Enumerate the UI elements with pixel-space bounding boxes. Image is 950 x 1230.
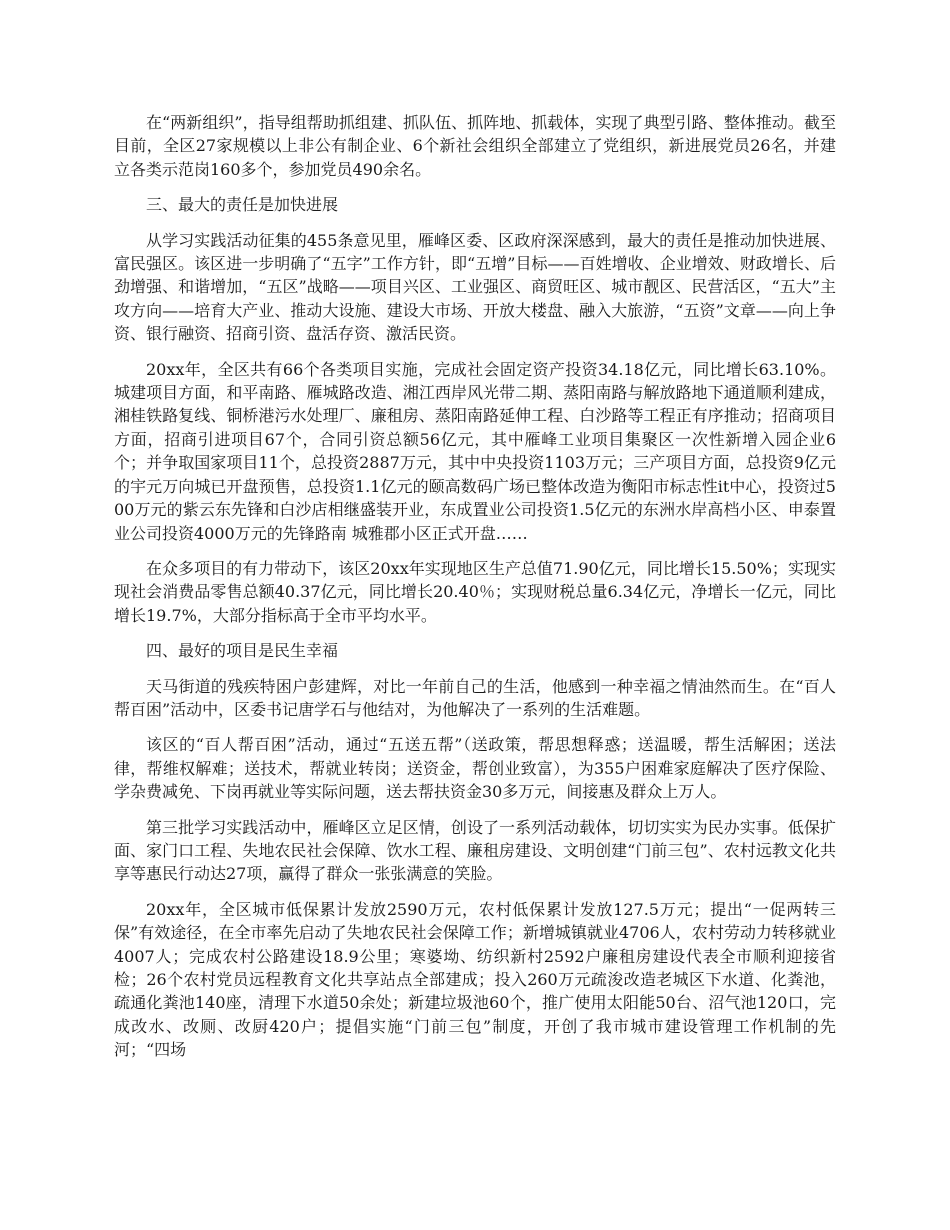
body-paragraph: 20xx年，全区城市低保累计发放2590万元，农村低保累计发放127.5万元；提出“一促两转三保”有效途径，在全市率先启动了失地农民社会保障工作；新增城镇就业4706人，农村劳动力转移就业4007人；完成农村公路建设18.9公里；寒婆坳、纺织新村2592户廉租房建设代表全市顺利迎接省检；26个农村党员远程教育文化共享站点全部建成；投入260万元疏浚改造老城区下水道、化粪池，疏通化粪池140座，清理下水道50余处；新建垃圾池60个，推广使用太阳能50台、沼气池120口，完成改水、改厕、改厨420户；提倡实施“门前三包”制度，开创了我市城市建设管理工作机制的先河；“四场 bbox=[114, 899, 836, 1060]
section-heading: 四、最好的项目是民生幸福 bbox=[146, 641, 339, 661]
body-paragraph: 从学习实践活动征集的455条意见里，雁峰区委、区政府深深感到，最大的责任是推动加快进展、富民强区。该区进一步明确了“五字”工作方针，即“五增”目标——百姓增收、企业增效、财政增长、后劲增强、和谐增加，“五区”战略——项目兴区、工业强区、商贸旺区、城市靓区、民营活区，“五大”主攻方向——培育大产业、推动大设施、建设大市场、开放大楼盘、融入大旅游，“五资”文章——向上争资、银行融资、招商引资、盘活存资、激活民资。 bbox=[114, 230, 836, 344]
body-paragraph: 在“两新组织”，指导组帮助抓组建、抓队伍、抓阵地、抓载体，实现了典型引路、整体推动。截至目前，全区27家规模以上非公有制企业、6个新社会组织全部建立了党组织，新进展党员26名，并建立各类示范岗160多个，参加党员490余名。 bbox=[114, 113, 836, 179]
section-heading: 三、最大的责任是加快进展 bbox=[146, 195, 339, 215]
body-paragraph: 20xx年，全区共有66个各类项目实施，完成社会固定资产投资34.18亿元，同比增长63.10%。城建项目方面，和平南路、雁城路改造、湘江西岸风光带二期、蒸阳南路与解放路地下通道顺利建成，湘桂铁路复线、铜桥港污水处理厂、廉租房、蒸阳南路延伸工程、白沙路等工程正有序推动；招商项目方面，招商引进项目67个，合同引资总额56亿元，其中雁峰工业项目集聚区一次性新增入园企业6个；并争取国家项目11个，总投资2887万元，其中中央投资1103万元；三产项目方面，总投资9亿元的宇元万向城已开盘预售，总投资1.1亿元的颐高数码广场已整体改造为衡阳市标志性it中心，投资过500万元的紫云东先锋和白沙店相继盛装开业，东成置业公司投资1.5亿元的东洲水岸高档小区、申泰置业公司投资4000万元的先锋路南 城雅郡小区正式开盘…… bbox=[114, 359, 836, 543]
body-paragraph: 天马街道的残疾特困户彭建辉，对比一年前自己的生活，他感到一种幸福之情油然而生。在“百人帮百困”活动中，区委书记唐学石与他结对，为他解决了一系列的生活难题。 bbox=[114, 676, 836, 719]
body-paragraph: 该区的“百人帮百困”活动，通过“五送五帮”（送政策，帮思想释惑；送温暖，帮生活解困；送法律，帮维权解难；送技术，帮就业转岗；送资金，帮创业致富），为355户困难家庭解决了医疗保险、学杂费减免、下岗再就业等实际问题，送去帮扶资金30多万元，间接惠及群众上万人。 bbox=[114, 735, 836, 802]
body-paragraph: 第三批学习实践活动中，雁峰区立足区情，创设了一系列活动载体，切切实实为民办实事。低保扩面、家门口工程、失地农民社会保障、饮水工程、廉租房建设、文明创建“门前三包”、农村远教文化共享等惠民行动达27项，赢得了群众一张张满意的笑脸。 bbox=[114, 817, 836, 884]
body-paragraph: 在众多项目的有力带动下，该区20xx年实现地区生产总值71.90亿元，同比增长15.50%；实现实现社会消费品零售总额40.37亿元，同比增长20.40％；实现财税总量6.34亿元，净增长一亿元，同比增长19.7%，大部分指标高于全市平均水平。 bbox=[114, 558, 836, 625]
